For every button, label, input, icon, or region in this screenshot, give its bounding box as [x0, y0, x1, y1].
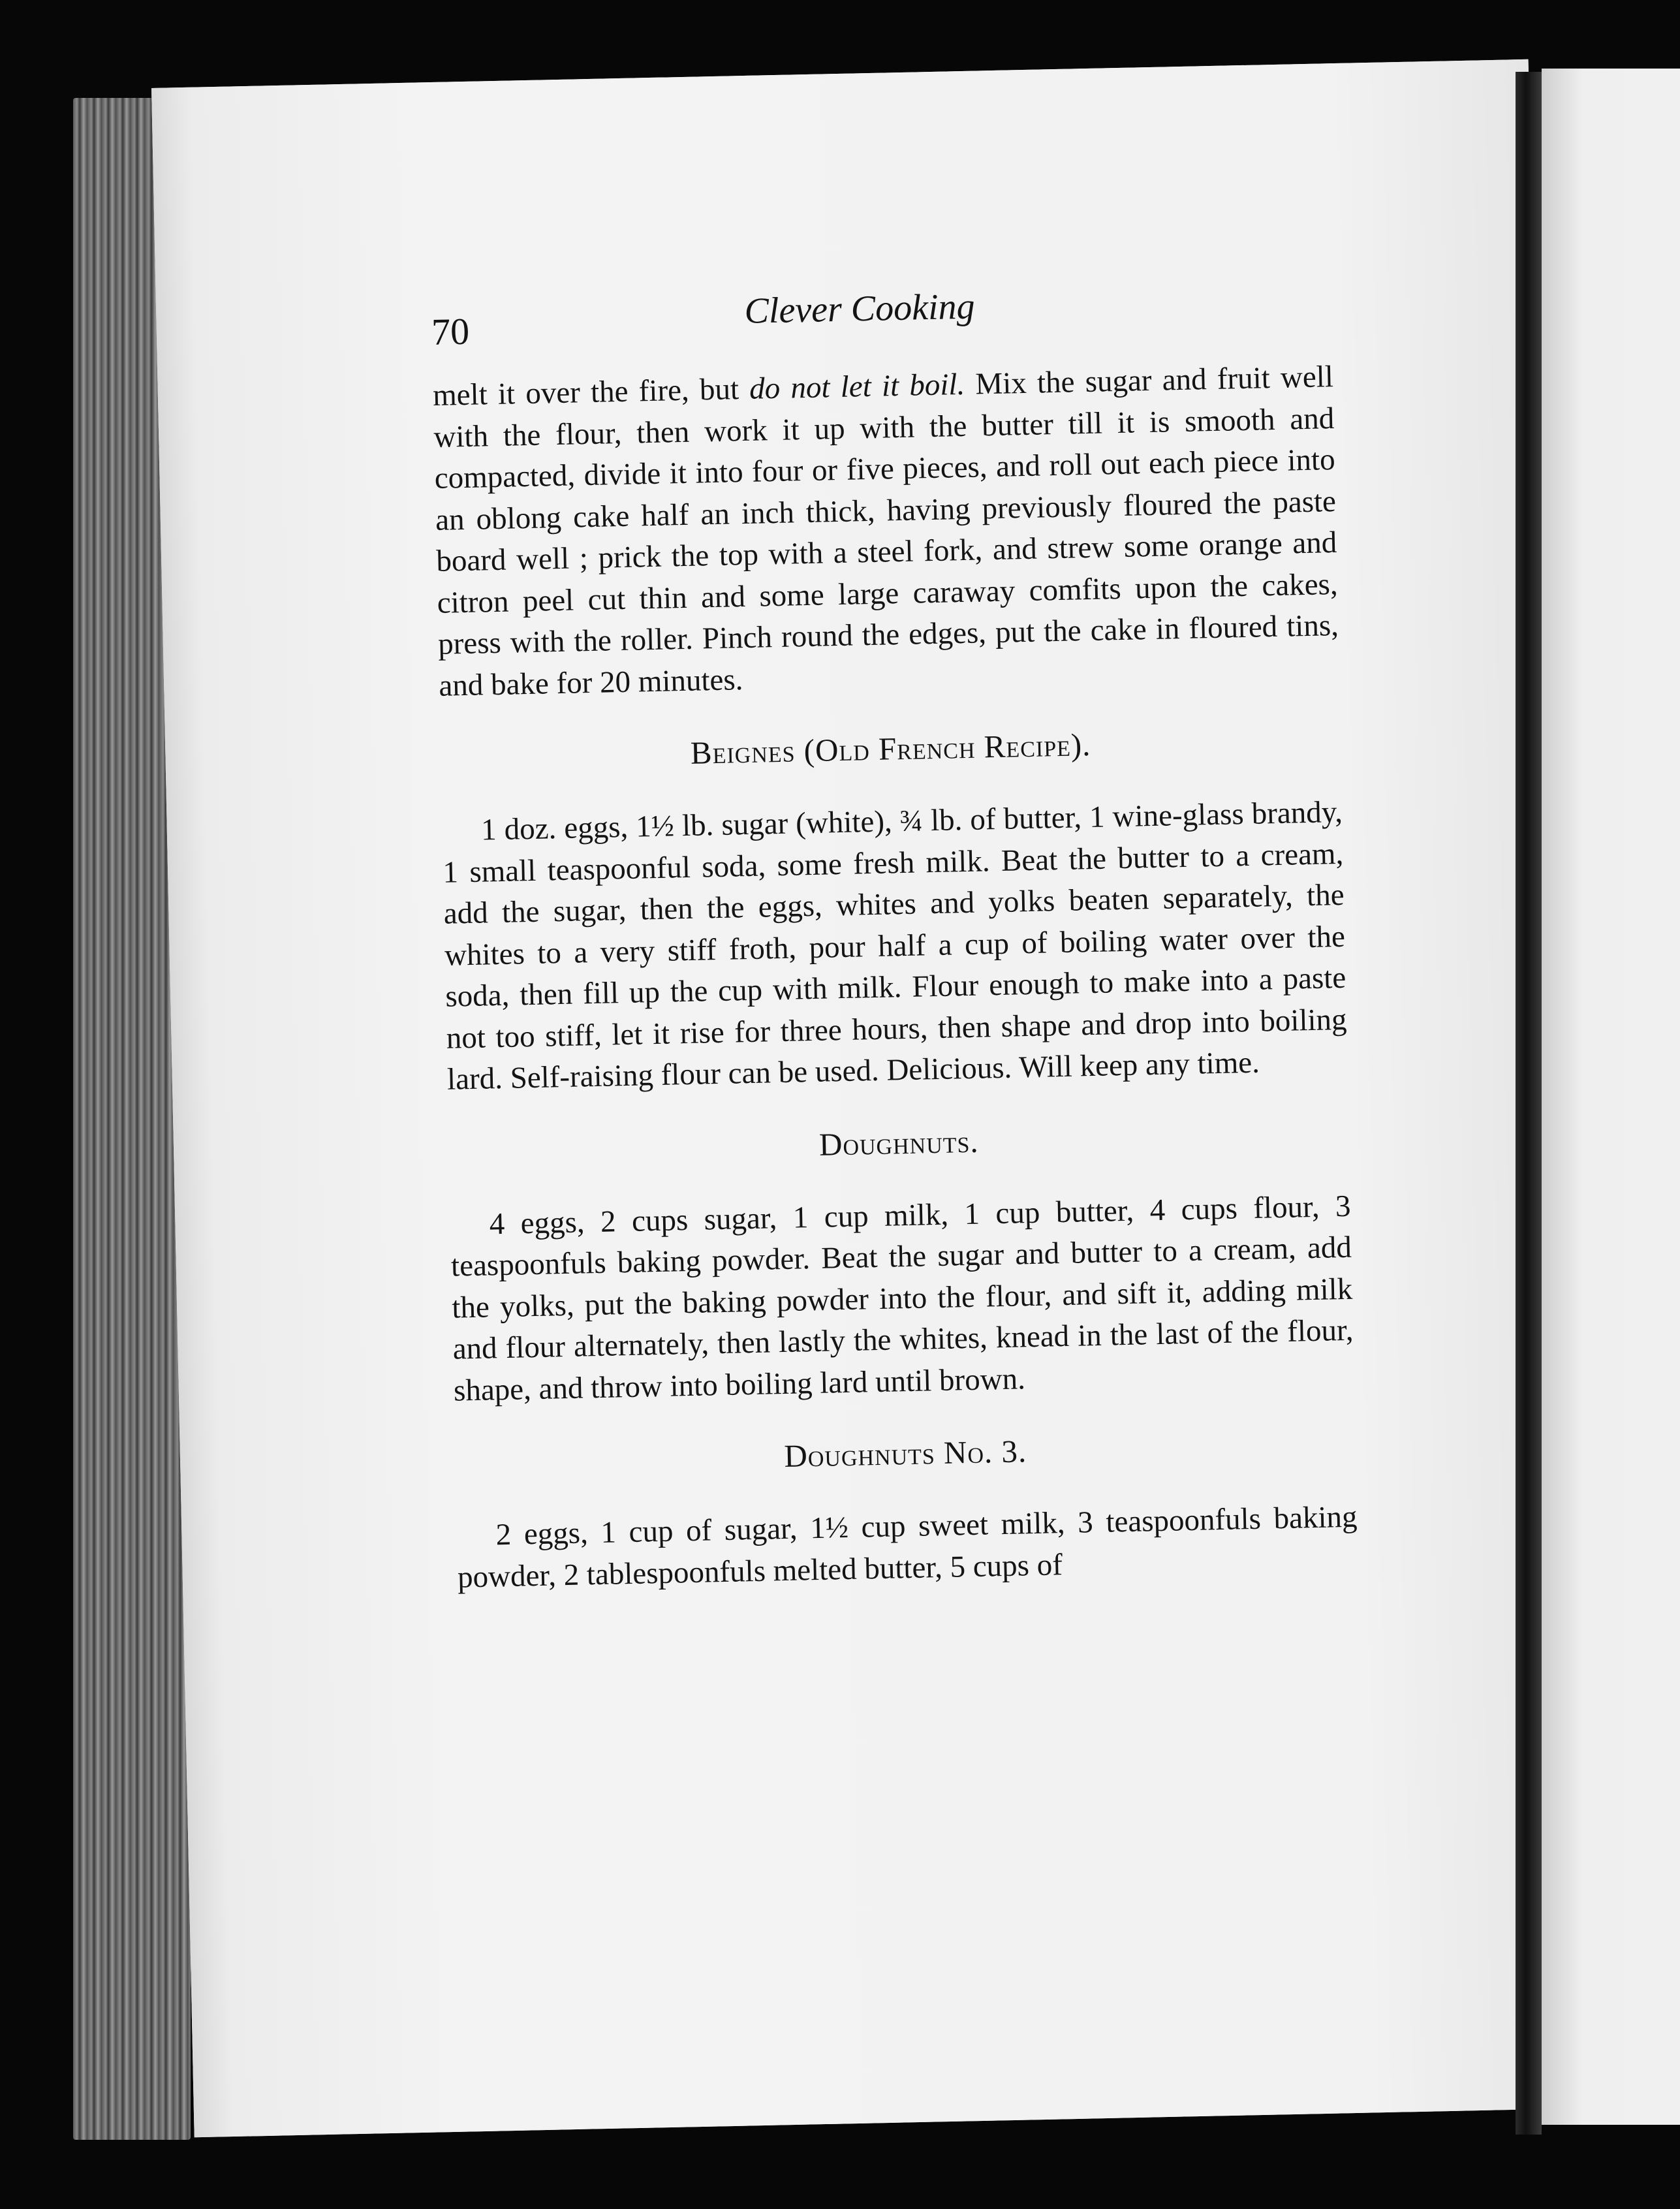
recipe-body-text: 2 eggs, 1 cup of sugar, 1½ cup sweet milk, 3 teaspoonfuls baking powder, 2 tablespoonfuls melted butter, 5 cups of	[457, 1499, 1358, 1595]
page-text-block	[431, 278, 1358, 1598]
recipe-body-doughnuts	[450, 1185, 1354, 1411]
page-number: 70	[431, 309, 470, 353]
recipe-body-beignes	[441, 792, 1348, 1101]
facing-page-edge	[1542, 69, 1680, 2125]
intro-text-start: melt it over the fire, but	[432, 371, 750, 413]
intro-paragraph	[433, 356, 1340, 707]
book-gutter	[1516, 72, 1542, 2135]
intro-emphasis: do not let it boil.	[749, 367, 965, 406]
recipe-body-text: 1 doz. eggs, 1½ lb. sugar (white), ¾ lb. of butter, 1 wine-glass brandy, 1 small teaspoonful soda, some fresh milk. Beat the butter to a cream, add the sugar, then the eggs, whites and yolks beaten separately, the whites to a very stiff froth, pour half a cup of boiling water over the soda, then fill up the cup with milk. Flour enough to make into a paste not too stiff, let it rise for three hours, then shape and drop into boiling lard. Self-raising flour can be used. Delicious. Will keep any time.	[442, 794, 1348, 1097]
recipe-body-text: 4 eggs, 2 cups sugar, 1 cup milk, 1 cup butter, 4 cups flour, 3 teaspoonfuls baking powder. Beat the sugar and butter to a cream, add the yolks, put the baking powder into the flour, and sift it, adding milk and flour alternately, then lastly the whites, knead in the last of the flour, shape, and throw into boiling lard until brown.	[450, 1189, 1354, 1408]
recipe-heading-beignes: Beignes (Old French Recipe).	[690, 726, 1091, 771]
recipe-heading-doughnuts-no-3: Doughnuts No. 3.	[783, 1433, 1027, 1475]
recipe-heading-doughnuts: Doughnuts.	[818, 1123, 980, 1163]
intro-text-end: Mix the sugar and fruit well with the flour, then work it up with the butter till it is smooth and compacted, divide it into four or five pieces, and roll out each piece into an oblong cake half an inch thick, having previously floured the paste board well ; prick the top with a steel fork, and strew some orange and citron peel cut thin and some large caraway comfits upon the cakes, press with the roller. Pinch round the edges, put the cake in floured tins, and bake for 20 minutes.	[433, 360, 1339, 703]
running-title: Clever Cooking	[743, 286, 976, 332]
